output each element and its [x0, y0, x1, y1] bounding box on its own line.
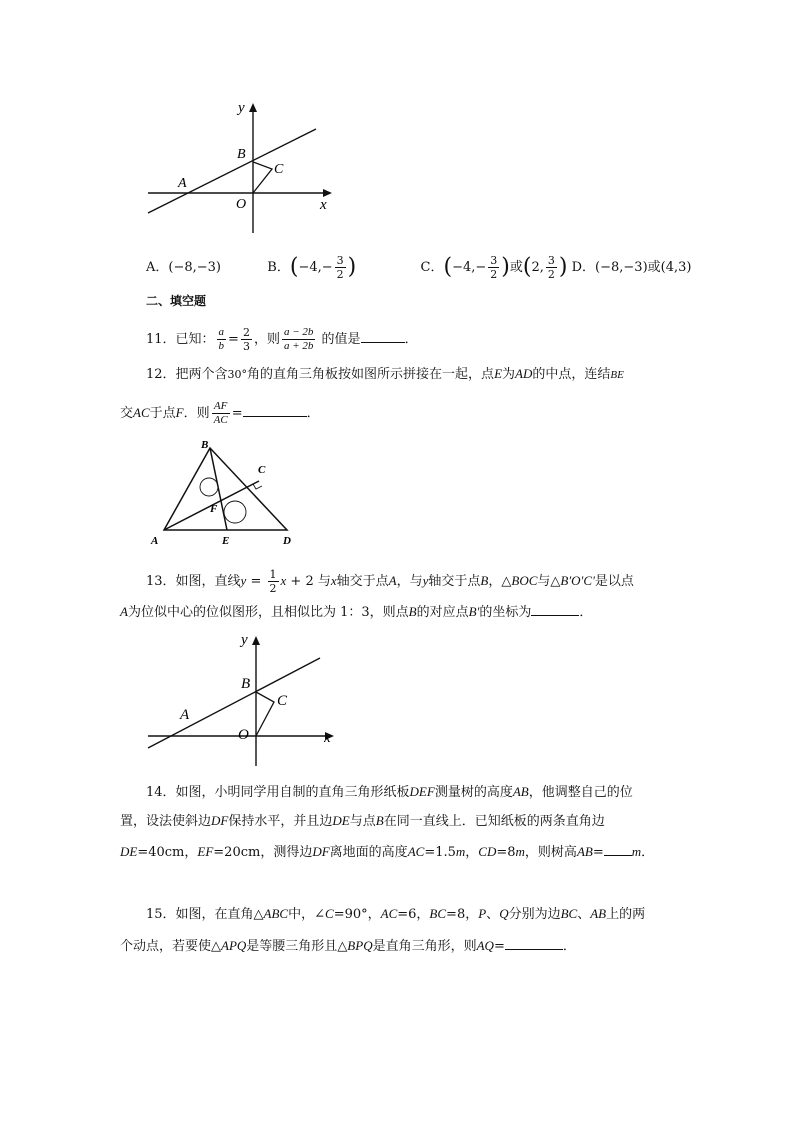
fig13-O: O [238, 727, 249, 743]
answer-options [146, 254, 692, 281]
option-a: A．(−8,−3) [146, 260, 221, 275]
fig-top-C: C [274, 162, 284, 177]
question-15-line1: 15．如图，在直角△ABC中，∠C=90°，AC=6，BC=8，P、Q分别为边BC、AB上的两 [146, 906, 646, 922]
fig13-C: C [277, 693, 288, 709]
section-title: 二、填空题 [146, 294, 207, 308]
q15-answer-blank[interactable] [505, 937, 563, 950]
question-12-line1: 12．把两个含30°角的直角三角板按如图所示拼接在一起，点E为AD的中点，连结BE [146, 366, 624, 382]
question-13-line1: 13．如图，直线y = $\frac{1}{2}$ x + 2 与x轴交于点A，与y轴交于点B，△BOC与△B′O′C′是以点 [146, 568, 634, 595]
q14-answer-blank[interactable] [604, 843, 632, 856]
q11-answer-blank[interactable] [361, 330, 405, 343]
triangle-figure-q12 [146, 436, 306, 548]
fig13-A: A [180, 707, 190, 723]
q13-answer-blank[interactable] [531, 603, 579, 616]
fig-top-O: O [236, 197, 247, 212]
coordinate-figure-top [140, 95, 350, 235]
fig12-F: F [210, 503, 218, 515]
question-14-line1: 14．如图，小明同学用自制的直角三角形纸板DEF测量树的高度AB，他调整自己的位 [146, 784, 633, 800]
fig13-y: y [241, 632, 248, 648]
q12-answer-blank[interactable] [243, 404, 307, 417]
fig-top-A: A [178, 176, 187, 191]
option-d: D．(−8,−3)或(4,3) [571, 260, 692, 275]
fig-top-y: y [238, 100, 245, 116]
question-14-line2: 置，设法使斜边DF保持水平，并且边DE与点B在同一直线上．已知纸板的两条直角边 [120, 813, 605, 829]
fig13-B: B [241, 676, 251, 692]
question-14-line3: DE=40cm，EF=20cm，测得边DF离地面的高度AC=1.5m，CD=8m，则树高AB= m． [120, 844, 655, 860]
fig-top-x: x [320, 197, 327, 213]
question-13-line2: A为位似中心的位似图形，且相似比为 1：3，则点B的对应点B′的坐标为 ． [120, 604, 593, 620]
fig12-C: C [258, 464, 266, 476]
option-c: C．(−4,− $\frac{3}{2}$ )或(2, $\frac{3}{2}$ ) [420, 254, 568, 281]
question-15-line2: 个动点，若要使△APQ是等腰三角形且△BPQ是直角三角形，则AQ= ． [120, 938, 576, 954]
question-11: 11．已知： $\frac{a}{b}$ = $\frac{2}{3}$ ，则 $\frac{a - 2b}{a + 2b}$ 的值是 ． [146, 326, 418, 353]
fig12-D: D [283, 535, 291, 547]
option-b: B．(−4,− $\frac{3}{2}$ ) [267, 254, 357, 281]
fig13-x: x [324, 730, 331, 746]
fig12-A: A [151, 535, 159, 547]
question-12-line2: 交AC于点F．则 $\frac{AF}{AC}$ = ． [120, 400, 320, 426]
fig12-B: B [201, 439, 209, 451]
fig-top-B: B [237, 147, 246, 162]
coordinate-figure-q13 [140, 628, 350, 768]
fig12-E: E [222, 535, 230, 547]
